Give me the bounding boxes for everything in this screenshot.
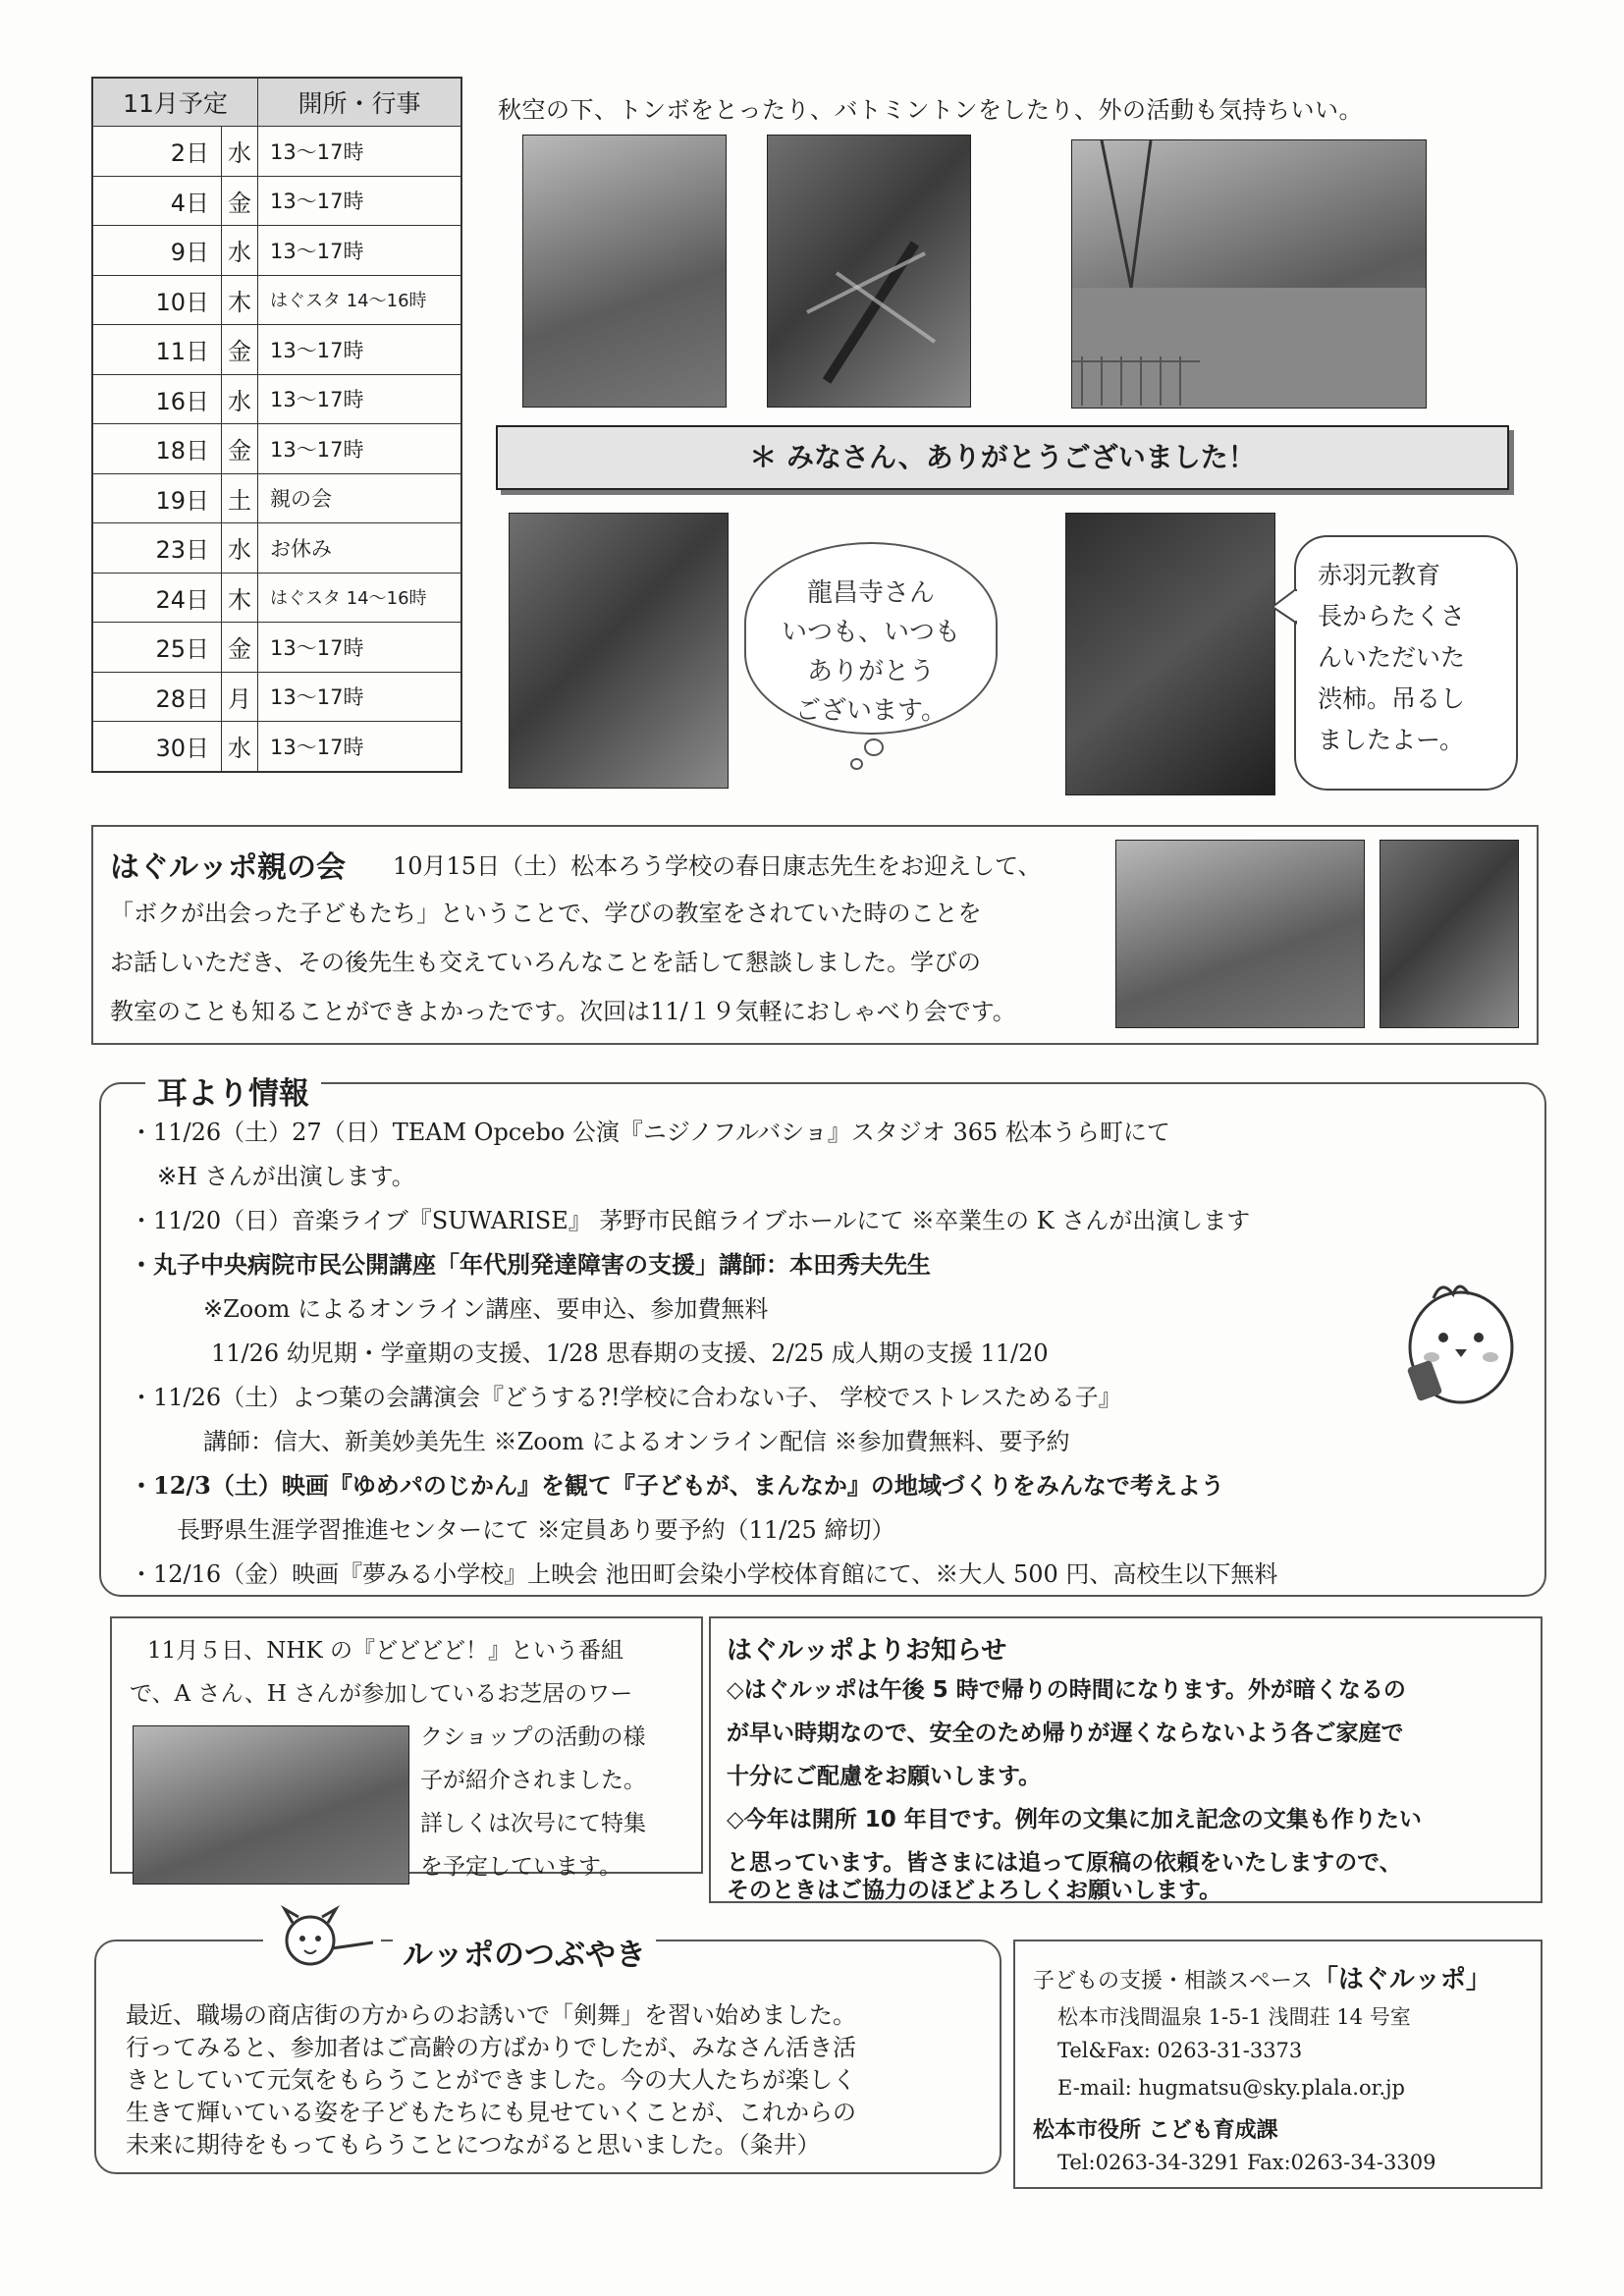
schedule-event: 13～17時 (258, 127, 462, 177)
cloud-line: ございます。 (795, 696, 947, 726)
bubble-line: 渋柿。吊るし (1318, 684, 1466, 713)
info-line: 講師：信大、新美妙美先生 ※Zoom によるオンライン配信 ※参加費無料、要予約 (203, 1428, 1070, 1455)
nhk-line: クショップの活動の様 (420, 1724, 646, 1750)
cloud-tail-bubble (850, 758, 863, 770)
bubble-line: 赤羽元教育 (1318, 561, 1441, 589)
schedule-row (92, 573, 461, 623)
tsubuyaki-line: 最近、職場の商店街の方からのお誘いで「剣舞」を習い始めました。 (126, 2001, 856, 2029)
schedule-weekday: 水 (222, 374, 258, 424)
schedule-day: 9日 (92, 226, 222, 276)
schedule-table (91, 77, 462, 773)
schedule-event: 親の会 (258, 473, 462, 523)
schedule-weekday: 水 (222, 722, 258, 772)
schedule-event: はぐスタ 14～16時 (258, 275, 462, 325)
parents-meeting-line: お話しいただき、その後先生も交えていろんなことを話して懇談しました。学びの (110, 949, 982, 976)
parents-meeting-line: 「ボクが出会った子どもたち」ということで、学びの教室をされていた時のことを (110, 900, 982, 927)
schedule-row (92, 176, 461, 226)
schedule-day: 23日 (92, 523, 222, 574)
nhk-line: を予定しています。 (420, 1854, 623, 1880)
schedule-day: 25日 (92, 623, 222, 673)
schedule-event: 13～17時 (258, 176, 462, 226)
thanks-cloud (744, 542, 998, 735)
tsubuyaki-title: ルッポのつぶやき (393, 1930, 656, 1974)
bubble-line: んいただいた (1318, 643, 1466, 672)
schedule-event: はぐスタ 14～16時 (258, 573, 462, 623)
cloud-line: ありがとう (806, 657, 935, 686)
schedule-event: 13～17時 (258, 325, 462, 375)
notice-line: と思っています。皆さまには追って原稿の依頼をいたしますので、 (727, 1850, 1402, 1876)
schedule-row (92, 672, 461, 722)
schedule-weekday: 金 (222, 176, 258, 226)
schedule-row (92, 374, 461, 424)
info-title: 耳より情報 (145, 1068, 321, 1113)
bubble-line: 長からたくさ (1318, 602, 1466, 630)
schedule-event: 13～17時 (258, 226, 462, 276)
schedule-row (92, 623, 461, 673)
photo-hanging-persimmons (1065, 513, 1275, 795)
schedule-event: 13～17時 (258, 374, 462, 424)
tsubuyaki-line: 行ってみると、参加者はご高齢の方ばかりでしたが、みなさん活き活 (126, 2034, 856, 2061)
schedule-day: 16日 (92, 374, 222, 424)
top-caption: 秋空の下、トンボをとったり、バトミントンをしたり、外の活動も気持ちいい。 (498, 96, 1364, 124)
schedule-day: 24日 (92, 573, 222, 623)
photo-group-with-persimmons (509, 513, 729, 789)
dragonfly-icon (768, 136, 970, 407)
bubble-pointer (1272, 589, 1298, 625)
photo-speaker (1380, 840, 1519, 1028)
parents-meeting-title: はぐルッポ親の会 (110, 850, 346, 885)
photo-tv-screenshot (133, 1725, 409, 1885)
schedule-day: 30日 (92, 722, 222, 772)
nhk-line: 子が紹介されました。 (420, 1768, 646, 1793)
schedule-weekday: 木 (222, 573, 258, 623)
schedule-weekday: 水 (222, 226, 258, 276)
schedule-day: 10日 (92, 275, 222, 325)
nhk-line: 詳しくは次号にて特集 (420, 1811, 646, 1836)
notice-line: が早い時期なので、安全のため帰りが遅くならないよう各ご家庭で (727, 1721, 1404, 1746)
info-line: ※Zoom によるオンライン講座、要申込、参加費無料 (203, 1295, 769, 1323)
schedule-day: 2日 (92, 127, 222, 177)
schedule-weekday: 土 (222, 473, 258, 523)
parents-meeting-line: 10月15日（土）松本ろう学校の春日康志先生をお迎えして、 (393, 852, 1042, 880)
contact-heading: 子どもの支援・相談スペース「はぐルッポ」 (1033, 1965, 1491, 1995)
schedule-header-row (92, 78, 461, 127)
info-line: ・丸子中央病院市民公開講座「年代別発達障害の支援」講師：本田秀夫先生 (130, 1250, 931, 1279)
schedule-weekday: 水 (222, 127, 258, 177)
contact-office: 松本市役所 こども育成課 (1033, 2118, 1278, 2143)
cloud-line: いつも、いつも (781, 618, 960, 647)
schedule-weekday: 金 (222, 424, 258, 474)
photo-badminton-field (1071, 139, 1427, 409)
nhk-line: 11月５日、NHK の『どどどど！』という番組 (147, 1638, 623, 1664)
field-scene-icon (1072, 140, 1426, 408)
schedule-weekday: 木 (222, 275, 258, 325)
schedule-event: 13～17時 (258, 672, 462, 722)
schedule-row (92, 722, 461, 772)
schedule-day: 28日 (92, 672, 222, 722)
schedule-weekday: 金 (222, 623, 258, 673)
info-line: ・12/16（金）映画『夢みる小学校』上映会 池田町会染小学校体育館にて、※大人 500 円、高校生以下無料 (130, 1560, 1278, 1588)
schedule-row (92, 127, 461, 177)
notice-line: そのときはご協力のほどよろしくお願いします。 (727, 1878, 1222, 1903)
info-line: ※H さんが出演します。 (157, 1163, 415, 1190)
schedule-weekday: 金 (222, 325, 258, 375)
schedule-event: 13～17時 (258, 623, 462, 673)
thanks-banner: ＊ みなさん、ありがとうございました！ (496, 425, 1509, 490)
notice-line: ◇今年は開所 10 年目です。例年の文集に加え記念の文集も作りたい (727, 1807, 1422, 1832)
cloud-line: 龍昌寺さん (806, 578, 935, 608)
mascot-icon (263, 1903, 381, 1982)
schedule-row (92, 226, 461, 276)
schedule-event: 13～17時 (258, 722, 462, 772)
nhk-line: で、A さん、H さんが参加しているお芝居のワー (130, 1681, 633, 1707)
schedule-header-event: 開所・行事 (258, 78, 462, 127)
contact-name: 「はぐルッポ」 (1312, 1965, 1491, 1995)
info-line: ・12/3（土）映画『ゆめパのじかん』を観て『子どもが、まんなか』の地域づくりをみんなで考えよう (130, 1471, 1224, 1500)
schedule-event: 13～17時 (258, 424, 462, 474)
contact-address: 松本市浅間温泉 1-5-1 浅間荘 14 号室 (1057, 2005, 1411, 2029)
tsubuyaki-line: きとしていて元気をもらうことができました。今の大人たちが楽しく (126, 2066, 856, 2094)
parents-meeting-line: 教室のことも知ることができよかったです。次回は11/１９気軽におしゃべり会です。 (110, 998, 1016, 1025)
photo-dragonfly-closeup (767, 135, 971, 408)
schedule-day: 19日 (92, 473, 222, 523)
info-line: ・11/26（土）27（日）TEAM Opcebo 公演『ニジノフルバショ』スタジオ 365 松本うら町にて (130, 1119, 1170, 1146)
schedule-weekday: 水 (222, 523, 258, 574)
info-line: 長野県生涯学習推進センターにて ※定員あり要予約（11/25 締切） (177, 1516, 895, 1544)
schedule-row (92, 523, 461, 574)
info-line: ・11/26（土）よつ葉の会講演会『どうする?!学校に合わない子、 学校でストレスためる子』 (130, 1384, 1122, 1411)
cloud-tail-bubble (864, 738, 884, 756)
schedule-day: 18日 (92, 424, 222, 474)
schedule-day: 4日 (92, 176, 222, 226)
schedule-event: お休み (258, 523, 462, 574)
notice-line: 十分にご配慮をお願いします。 (727, 1764, 1042, 1789)
persimmon-speech-bubble (1294, 535, 1518, 791)
schedule-row (92, 424, 461, 474)
chick-with-phone-icon (1394, 1277, 1522, 1414)
notice-title: はぐルッポよりお知らせ (727, 1636, 1007, 1666)
info-line: 11/26 幼児期・学童期の支援、1/28 思春期の支援、2/25 成人期の支援 11/20 (211, 1339, 1049, 1367)
info-line: ・11/20（日）音楽ライブ『SUWARISE』 茅野市民館ライブホールにて ※卒業生の K さんが出演します (130, 1207, 1251, 1234)
contact-tel: Tel&Fax: 0263-31-3373 (1057, 2039, 1303, 2062)
notice-line: ◇はぐルッポは午後 5 時で帰りの時間になります。外が暗くなるの (727, 1677, 1406, 1703)
schedule-weekday: 月 (222, 672, 258, 722)
bubble-line: ましたよー。 (1318, 726, 1465, 754)
schedule-header-month: 11月予定 (92, 78, 258, 127)
photo-meeting-room (1115, 840, 1365, 1028)
photo-child-catching-dragonfly (522, 135, 727, 408)
schedule-day: 11日 (92, 325, 222, 375)
schedule-row (92, 325, 461, 375)
schedule-row (92, 275, 461, 325)
contact-office-tel: Tel:0263-34-3291 Fax:0263-34-3309 (1057, 2151, 1436, 2174)
schedule-row (92, 473, 461, 523)
contact-email[interactable]: E-mail: hugmatsu@sky.plala.or.jp (1057, 2076, 1405, 2100)
tsubuyaki-line: 生きて輝いている姿を子どもたちにも見せていくことが、これからの (126, 2099, 856, 2126)
tsubuyaki-line: 未来に期待をもってもらうことにつながると思いました。（粂井） (126, 2131, 821, 2159)
